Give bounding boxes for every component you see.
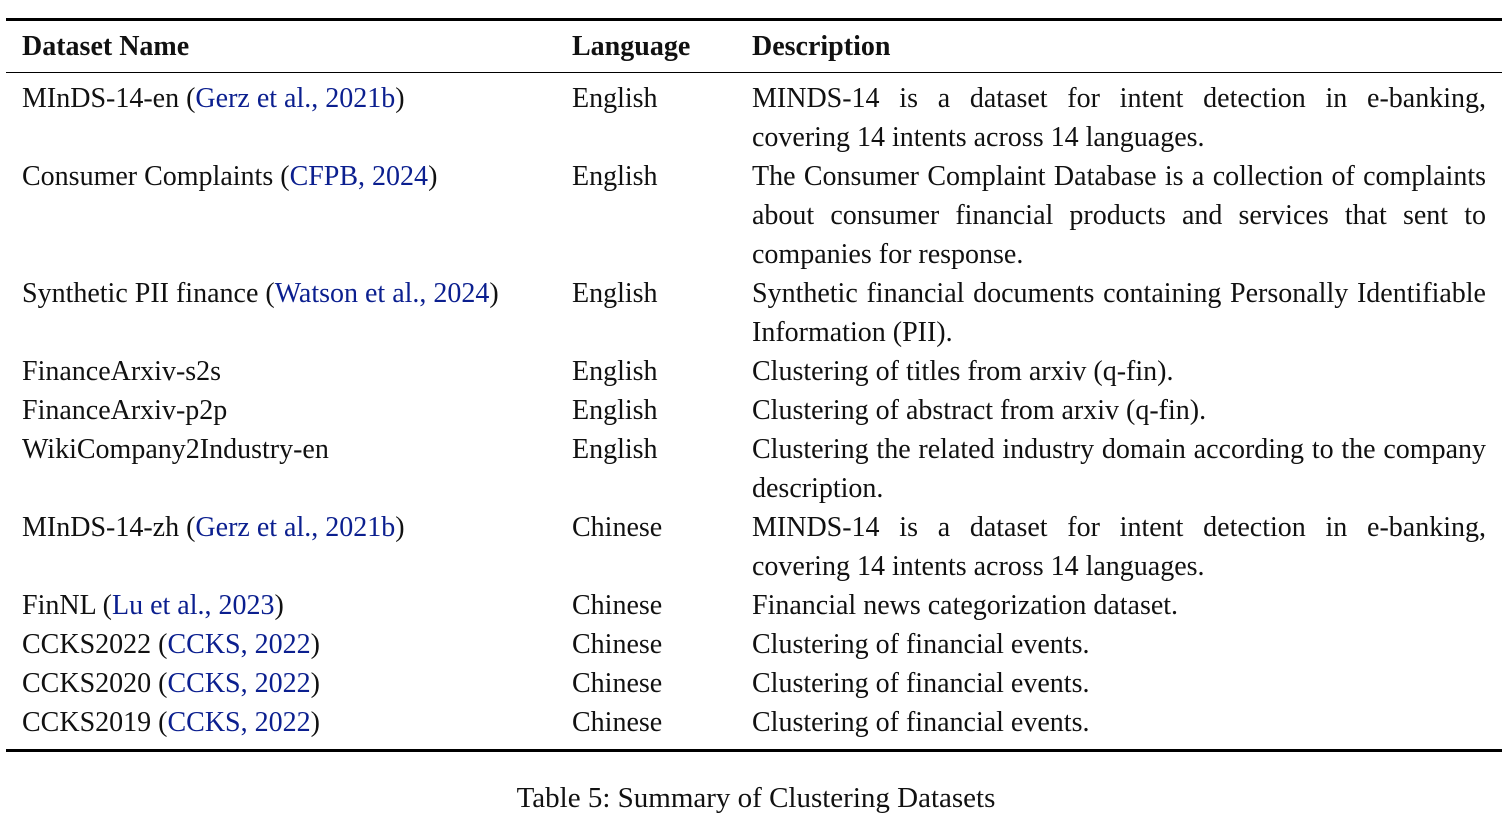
dataset-name-cell (6, 352, 570, 391)
table-bottom-rule (6, 749, 1502, 752)
citation-link[interactable]: CCKS, 2022 (167, 707, 311, 738)
dataset-name: FinanceArxiv-p2p (22, 395, 228, 426)
table-row (6, 703, 1502, 742)
header-description: Description (752, 30, 891, 62)
description-cell: Clustering of financial events. (752, 629, 1090, 660)
dataset-name: CCKS2019 (22, 707, 152, 738)
description-cell: MINDS-14 is a dataset for intent detection in e-banking, covering 14 intents across 14 languages. (752, 83, 1486, 153)
clustering-datasets-table (6, 18, 1502, 752)
description-cell: Synthetic financial documents containing Personally Identifiable Information (PII). (752, 278, 1486, 348)
table-row (6, 508, 1502, 586)
language-cell: English (572, 395, 658, 426)
dataset-name: CCKS2022 (22, 629, 152, 660)
language-cell: English (572, 161, 658, 192)
table-row (6, 430, 1502, 508)
language-cell: English (572, 278, 658, 309)
header-language: Language (572, 30, 691, 62)
dataset-name-cell (6, 430, 570, 469)
citation-link[interactable]: Lu et al., 2023 (111, 590, 275, 621)
citation-link[interactable]: CCKS, 2022 (167, 629, 311, 660)
description-cell: Clustering the related industry domain according to the company description. (752, 434, 1486, 504)
language-cell: Chinese (572, 668, 663, 699)
table-row (6, 274, 1502, 352)
dataset-name: Synthetic PII finance (22, 278, 259, 309)
table-row (6, 625, 1502, 664)
dataset-name-cell: CCKS2022 (CCKS, 2022) (22, 629, 320, 660)
language-cell: Chinese (572, 707, 663, 738)
language-cell: English (572, 83, 658, 114)
table-row (6, 157, 1502, 274)
header-dataset-name: Dataset Name (22, 30, 190, 62)
dataset-name: MInDS-14-en (22, 83, 180, 114)
description-cell: Financial news categorization dataset. (752, 590, 1179, 621)
dataset-name: Consumer Complaints (22, 161, 274, 192)
dataset-name: WikiCompany2Industry-en (22, 434, 329, 465)
description-cell: Clustering of abstract from arxiv (q-fin). (752, 395, 1207, 426)
table-row (6, 79, 1502, 157)
description-cell: Clustering of financial events. (752, 707, 1090, 738)
dataset-name: FinanceArxiv-s2s (22, 356, 222, 387)
dataset-name-cell: CCKS2019 (CCKS, 2022) (22, 707, 320, 738)
dataset-name-cell: FinNL (Lu et al., 2023) (22, 590, 284, 621)
citation-link[interactable]: CFPB, 2024 (289, 161, 429, 192)
dataset-name-cell: CCKS2020 (CCKS, 2022) (22, 668, 320, 699)
dataset-name-cell: MInDS-14-zh (Gerz et al., 2021b) (22, 512, 405, 543)
description-cell: Clustering of titles from arxiv (q-fin). (752, 356, 1174, 387)
table-row (6, 586, 1502, 625)
language-cell: Chinese (572, 629, 663, 660)
table-header-row (6, 21, 1502, 72)
dataset-name: CCKS2020 (22, 668, 152, 699)
table-row (6, 391, 1502, 430)
dataset-name: FinNL (22, 590, 96, 621)
dataset-name-cell (6, 391, 570, 430)
table-body (6, 73, 1502, 749)
table-caption: Table 5: Summary of Clustering Datasets (516, 782, 996, 814)
language-cell: Chinese (572, 512, 663, 543)
description-cell: The Consumer Complaint Database is a collection of complaints about consumer financial products and services that sent to companies for response. (752, 161, 1486, 270)
dataset-name-cell: Consumer Complaints (CFPB, 2024) (22, 161, 438, 192)
description-cell: Clustering of financial events. (752, 668, 1090, 699)
citation-link[interactable]: Gerz et al., 2021b (195, 512, 396, 543)
language-cell: English (572, 356, 658, 387)
language-cell: Chinese (572, 590, 663, 621)
citation-link[interactable]: Watson et al., 2024 (274, 278, 490, 309)
dataset-name-cell: MInDS-14-en (Gerz et al., 2021b) (22, 83, 405, 114)
language-cell: English (572, 434, 658, 465)
table-row (6, 664, 1502, 703)
citation-link[interactable]: Gerz et al., 2021b (195, 83, 396, 114)
table-row (6, 352, 1502, 391)
dataset-name-cell: Synthetic PII finance (Watson et al., 2024) (22, 278, 499, 309)
description-cell: MINDS-14 is a dataset for intent detection in e-banking, covering 14 intents across 14 languages. (752, 512, 1486, 582)
dataset-name: MInDS-14-zh (22, 512, 180, 543)
citation-link[interactable]: CCKS, 2022 (167, 668, 311, 699)
